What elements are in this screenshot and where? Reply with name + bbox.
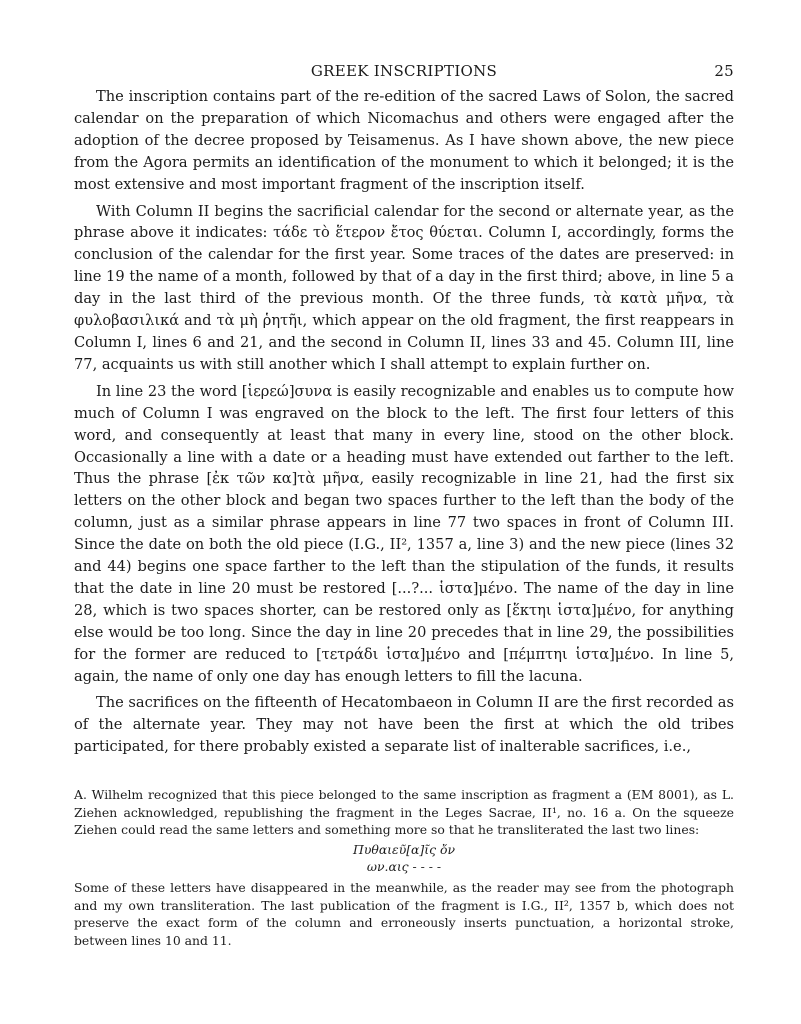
- paragraph-1: The inscription contains part of the re-edition of the sacred Laws of Solon, the sacred calendar on the preparation of which Nicomachus and others were engaged after the adoption of the decree proposed by Teisamenus. As I have shown above, the new piece from the Agora permits an identification of the monument to which it belonged; it is the most extensive and most important fragment of the inscription itself.: [74, 88, 734, 193]
- running-title: GREEK INSCRIPTIONS: [310, 62, 498, 80]
- footnote-transliteration: [74, 841, 734, 875]
- main-text: [74, 86, 734, 758]
- footnote: [74, 786, 734, 949]
- footnote-intro: A. Wilhelm recognized that this piece belonged to the same inscription as fragment a (EM 8001), as L. Ziehen acknowledged, republishing the fragment in the Leges Sacrae, II¹, no. 16 a. On the squeeze Ziehen could read the same letters and something more so that he transliterated the last two lines:: [74, 787, 734, 838]
- footnote-outro: Some of these letters have disappeared in the meanwhile, as the reader may see from the photograph and my own transliteration. The last publication of the fragment is I.G., II², 1357 b, which does not preserve the exact form of the column and erroneously inserts punctuation, a horizontal stroke, between lines 10 and 11.: [74, 879, 734, 948]
- transliteration-line-2: ων.αις - - - -: [366, 858, 442, 874]
- page-number: 25: [714, 62, 734, 80]
- running-header: [74, 58, 734, 86]
- page: [74, 58, 734, 949]
- transliteration-line-1: Πυθαιεῦ[α]ῖς ὄν: [353, 841, 455, 857]
- paragraph-2: With Column II begins the sacrificial calendar for the second or alternate year, as the phrase above it indicates: τάδε τὸ ἕτερον ἔτος θύεται. Column I, accordingly, forms the conclusion of the calendar for the first year. Some traces of the dates are preserved: in line 19 the name of a month, followed by that of a day in the first third; above, in line 5 a day in the last third of the previous month. Of the three funds, τὰ κατὰ μῆνα, τὰ φυλοβασιλικά and τὰ μὴ ῥητῆι, which appear on the old fragment, the first reappears in Column I, lines 6 and 21, and the second in Column II, lines 33 and 45. Column III, line 77, acquaints us with still another which I shall attempt to explain further on.: [74, 202, 734, 373]
- paragraph-4: The sacrifices on the fifteenth of Hecatombaeon in Column II are the first recorded as of the alternate year. They may not have been the first at which the old tribes participated, for there probably existed a separate list of inalterable sacrifices, i.e.,: [74, 694, 734, 756]
- paragraph-3: In line 23 the word [ἱερεώ]συνα is easily recognizable and enables us to compute how much of Column I was engraved on the block to the left. The first four letters of this word, and consequently at least that many in every line, stood on the other block. Occasionally a line with a date or a heading must have extended out farther to the left. Thus the phrase [ἐκ τῶν κα]τὰ μῆνα, easily recognizable in line 21, had the first six letters on the other block and began two spaces further to the left than the body of the column, just as a similar phrase appears in line 77 two spaces in front of Column III. Since the date on both the old piece (I.G., II², 1357 a, line 3) and the new piece (lines 32 and 44) begins one space farther to the left than the stipulation of the funds, it results that the date in line 20 must be restored [...?... ἱστα]μένο. The name of the day in line 28, which is two spaces shorter, can be restored only as [ἕκτηι ἱστα]μένο, for anything else would be too long. Since the day in line 20 precedes that in line 29, the possibilities for the former are reduced to [τετράδι ἱστα]μένο and [πέμπτηι ἱστα]μένο. In line 5, again, the name of only one day has enough letters to fill the lacuna.: [74, 382, 734, 685]
